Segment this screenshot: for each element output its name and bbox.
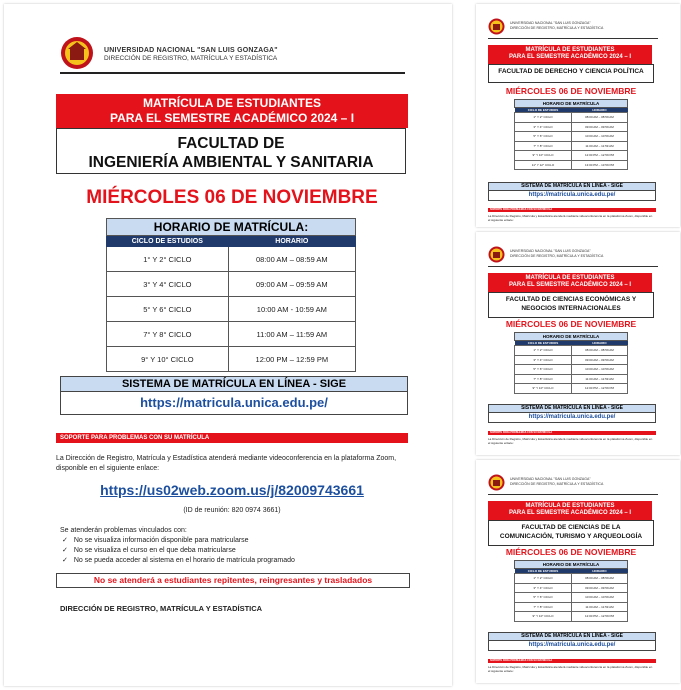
- column-header-cycle: CICLO DE ESTUDIOS: [107, 237, 229, 247]
- table-row: [515, 365, 628, 375]
- table-row: [107, 347, 356, 372]
- table-row: [515, 574, 628, 584]
- faculty-line-2: COMUNICACIÓN, TURISMO Y ARQUEOLOGÍA: [499, 533, 643, 540]
- column-header-time: HORARIO: [571, 108, 627, 113]
- cycle-cell: 11° Y 12° CICLO: [515, 160, 572, 170]
- cycle-cell: 5° Y 6° CICLO: [515, 132, 572, 142]
- banner-line-2: PARA EL SEMESTRE ACADÉMICO 2024 – I: [109, 111, 355, 125]
- support-bar: SOPORTE PARA PROBLEMAS CON SU MATRÍCULA: [488, 208, 656, 212]
- time-cell: 08:00 AM – 08:59 AM: [571, 113, 627, 123]
- table-row: [515, 151, 628, 161]
- table-row: [515, 160, 628, 170]
- time-cell: 11:00 AM – 11:59 AM: [571, 141, 627, 151]
- university-name: UNIVERSIDAD NACIONAL "SAN LUIS GONZAGA": [104, 47, 278, 54]
- table-row: [107, 272, 356, 297]
- office-name: DIRECCIÓN DE REGISTRO, MATRÍCULA Y ESTADÍSTICA: [510, 481, 604, 486]
- time-cell: 11:00 AM – 11:59 AM: [228, 322, 355, 347]
- banner-line-1: MATRÍCULA DE ESTUDIANTES: [143, 96, 321, 110]
- university-logo: [488, 246, 505, 263]
- cycle-cell: 9° Y 10° CICLO: [515, 384, 572, 394]
- thumb-header: [488, 18, 668, 36]
- banner-line-1: MATRÍCULA DE ESTUDIANTES: [525, 47, 615, 53]
- table-row: [515, 346, 628, 356]
- cycle-cell: 1° Y 2° CICLO: [515, 574, 572, 584]
- office-name: DIRECCIÓN DE REGISTRO, MATRÍCULA Y ESTADÍSTICA: [510, 253, 604, 258]
- column-header-time: HORARIO: [571, 341, 627, 346]
- support-text: La Dirección de Registro, Matrícula y Estadística atenderá mediante videoconferencia en la plataforma Zoom, disponible en el siguiente enlace:: [488, 437, 653, 445]
- table-row: [107, 322, 356, 347]
- cycle-cell: 3° Y 4° CICLO: [515, 355, 572, 365]
- problems-intro: Se atenderán problemas vinculados con:: [60, 527, 187, 534]
- sige-title: SISTEMA DE MATRÍCULA EN LÍNEA - SIGE: [488, 632, 656, 641]
- sige-title: SISTEMA DE MATRÍCULA EN LÍNEA - SIGE: [488, 404, 656, 413]
- thumbnail-page-2[interactable]: [476, 232, 680, 455]
- time-cell: 10:00 AM – 10:59 AM: [571, 132, 627, 142]
- header-divider: [60, 72, 405, 74]
- support-bar: SOPORTE PARA PROBLEMAS CON SU MATRÍCULA: [488, 659, 656, 663]
- banner-line-2: PARA EL SEMESTRE ACADÉMICO 2024 – I: [508, 510, 632, 516]
- cycle-cell: 5° Y 6° CICLO: [515, 365, 572, 375]
- time-cell: 09:00 AM – 09:59 AM: [571, 355, 627, 365]
- enrollment-banner: [56, 94, 408, 128]
- document-header: [60, 36, 410, 76]
- column-header-time: HORARIO: [228, 237, 355, 247]
- sige-title: SISTEMA DE MATRÍCULA EN LÍNEA - SIGE: [60, 376, 408, 392]
- thumb-header: [488, 246, 668, 264]
- schedule-title: HORARIO DE MATRÍCULA: [514, 332, 628, 341]
- column-header-cycle: CICLO DE ESTUDIOS: [515, 108, 572, 113]
- banner-line-2: PARA EL SEMESTRE ACADÉMICO 2024 – I: [508, 282, 632, 288]
- time-cell: 10:00 AM – 10:59 AM: [571, 365, 627, 375]
- table-row: [107, 247, 356, 272]
- schedule-title: HORARIO DE MATRÍCULA: [514, 99, 628, 108]
- university-name: UNIVERSIDAD NACIONAL "SAN LUIS GONZAGA": [510, 477, 591, 481]
- support-text: La Dirección de Registro, Matrícula y Estadística atenderá mediante videoconferencia en la plataforma Zoom, disponible en el siguiente enlace:: [488, 214, 653, 222]
- warning-box: No se atenderá a estudiantes repitentes, reingresantes y trasladados: [56, 573, 410, 588]
- header-divider: [488, 266, 658, 267]
- table-row: [515, 122, 628, 132]
- sige-link[interactable]: https://matricula.unica.edu.pe/: [488, 412, 656, 423]
- sige-title: SISTEMA DE MATRÍCULA EN LÍNEA - SIGE: [488, 182, 656, 191]
- main-document-page: [4, 4, 452, 686]
- table-row: [515, 113, 628, 123]
- support-bar: SOPORTE PARA PROBLEMAS CON SU MATRÍCULA: [56, 433, 408, 443]
- cycle-cell: 7° Y 8° CICLO: [515, 602, 572, 612]
- list-item: ✓ No se visualiza información disponible para matricularse: [74, 536, 400, 546]
- time-cell: 12:00 PM – 12:59 PM: [228, 347, 355, 372]
- thumbnail-page-1[interactable]: [476, 4, 680, 227]
- cycle-cell: 3° Y 4° CICLO: [107, 272, 229, 297]
- table-row: [515, 593, 628, 603]
- cycle-cell: 1° Y 2° CICLO: [515, 113, 572, 123]
- cycle-cell: 1° Y 2° CICLO: [515, 346, 572, 356]
- office-name: DIRECCIÓN DE REGISTRO, MATRÍCULA Y ESTADÍSTICA: [104, 55, 278, 62]
- schedule-title: HORARIO DE MATRÍCULA: [514, 560, 628, 569]
- table-row: [515, 583, 628, 593]
- thumb-header: [488, 474, 668, 492]
- cycle-cell: 7° Y 8° CICLO: [515, 141, 572, 151]
- table-row: [107, 297, 356, 322]
- column-header-time: HORARIO: [571, 569, 627, 574]
- table-row: [515, 132, 628, 142]
- table-row: [515, 612, 628, 622]
- university-logo: [60, 36, 94, 70]
- schedule-table: [106, 218, 356, 372]
- cycle-cell: 7° Y 8° CICLO: [107, 322, 229, 347]
- time-cell: 09:00 AM – 09:59 AM: [571, 583, 627, 593]
- cycle-cell: 3° Y 4° CICLO: [515, 122, 572, 132]
- enrollment-date: MIÉRCOLES 06 DE NOVIEMBRE: [505, 319, 637, 329]
- time-cell: 10:00 AM – 10:59 AM: [571, 593, 627, 603]
- time-cell: 08:00 AM – 08:59 AM: [571, 346, 627, 356]
- cycle-cell: 9° Y 10° CICLO: [515, 151, 572, 161]
- column-header-cycle: CICLO DE ESTUDIOS: [515, 569, 572, 574]
- time-cell: 11:00 AM – 11:59 AM: [571, 602, 627, 612]
- enrollment-date: MIÉRCOLES 06 DE NOVIEMBRE: [505, 86, 637, 96]
- schedule-title: HORARIO DE MATRÍCULA:: [106, 218, 356, 236]
- faculty-line-1: FACULTAD DE CIENCIAS DE LA: [521, 524, 621, 531]
- enrollment-date: MIÉRCOLES 06 DE NOVIEMBRE: [86, 187, 378, 208]
- list-item: ✓ No se pueda acceder al sistema en el horario de matrícula programado: [74, 556, 400, 566]
- problems-list: [60, 526, 400, 566]
- column-header-cycle: CICLO DE ESTUDIOS: [515, 341, 572, 346]
- enrollment-banner: [488, 45, 652, 65]
- cycle-cell: 9° Y 10° CICLO: [515, 612, 572, 622]
- support-text: La Dirección de Registro, Matrícula y Estadística atenderá mediante videoconferencia en la plataforma Zoom, disponible en el siguiente enlace:: [56, 455, 397, 472]
- zoom-link[interactable]: https://us02web.zoom.us/j/82009743661: [100, 482, 364, 498]
- support-bar: SOPORTE PARA PROBLEMAS CON SU MATRÍCULA: [488, 431, 656, 435]
- cycle-cell: 7° Y 8° CICLO: [515, 374, 572, 384]
- university-name: UNIVERSIDAD NACIONAL "SAN LUIS GONZAGA": [510, 21, 591, 25]
- cycle-cell: 5° Y 6° CICLO: [515, 593, 572, 603]
- meeting-id: (ID de reunión: 820 0974 3661): [183, 507, 281, 514]
- university-logo: [488, 474, 505, 491]
- banner-line-1: MATRÍCULA DE ESTUDIANTES: [525, 503, 615, 509]
- faculty-line-1: FACULTAD DE CIENCIAS ECONÓMICAS Y: [505, 296, 637, 303]
- cycle-cell: 1° Y 2° CICLO: [107, 247, 229, 272]
- schedule-table: [514, 99, 628, 170]
- cycle-cell: 3° Y 4° CICLO: [515, 583, 572, 593]
- faculty-line-1: FACULTAD DE: [177, 135, 285, 152]
- time-cell: 10:00 AM - 10:59 AM: [228, 297, 355, 322]
- time-cell: 08:00 AM – 08:59 AM: [228, 247, 355, 272]
- table-row: [515, 384, 628, 394]
- header-divider: [488, 38, 658, 39]
- table-row: [515, 602, 628, 612]
- faculty-box: [488, 520, 654, 546]
- university-name: UNIVERSIDAD NACIONAL "SAN LUIS GONZAGA": [510, 249, 591, 253]
- sige-link[interactable]: https://matricula.unica.edu.pe/: [60, 391, 408, 415]
- enrollment-date: MIÉRCOLES 06 DE NOVIEMBRE: [505, 547, 637, 557]
- thumbnail-page-3[interactable]: [476, 460, 680, 683]
- enrollment-banner: [488, 501, 652, 521]
- university-logo: [488, 18, 505, 35]
- cycle-cell: 5° Y 6° CICLO: [107, 297, 229, 322]
- time-cell: 13:00 PM – 13:59 PM: [571, 160, 627, 170]
- sige-link[interactable]: https://matricula.unica.edu.pe/: [488, 190, 656, 201]
- footer-signature: DIRECCIÓN DE REGISTRO, MATRÍCULA Y ESTADÍSTICA: [60, 604, 263, 613]
- time-cell: 12:00 PM – 12:59 PM: [571, 384, 627, 394]
- office-name: DIRECCIÓN DE REGISTRO, MATRÍCULA Y ESTADÍSTICA: [510, 25, 604, 30]
- schedule-table: [514, 560, 628, 622]
- faculty-box: FACULTAD DE DERECHO Y CIENCIA POLÍTICA: [488, 64, 654, 83]
- faculty-box: [56, 128, 406, 174]
- table-row: [515, 355, 628, 365]
- cycle-cell: 9° Y 10° CICLO: [107, 347, 229, 372]
- enrollment-banner: [488, 273, 652, 293]
- support-text: La Dirección de Registro, Matrícula y Estadística atenderá mediante videoconferencia en la plataforma Zoom, disponible en el siguiente enlace:: [488, 665, 653, 673]
- time-cell: 09:00 AM – 09:59 AM: [228, 272, 355, 297]
- list-item: ✓ No se visualiza el curso en el que deba matricularse: [74, 546, 400, 556]
- faculty-line-2: NEGOCIOS INTERNACIONALES: [521, 305, 621, 312]
- faculty-box: [488, 292, 654, 318]
- time-cell: 08:00 AM – 08:59 AM: [571, 574, 627, 584]
- time-cell: 12:00 PM – 12:59 PM: [571, 612, 627, 622]
- table-row: [515, 374, 628, 384]
- faculty-line-2: INGENIERÍA AMBIENTAL Y SANITARIA: [88, 154, 374, 171]
- header-divider: [488, 494, 658, 495]
- banner-line-1: MATRÍCULA DE ESTUDIANTES: [525, 275, 615, 281]
- banner-line-2: PARA EL SEMESTRE ACADÉMICO 2024 – I: [508, 54, 632, 60]
- table-row: [515, 141, 628, 151]
- time-cell: 12:00 PM – 12:59 PM: [571, 151, 627, 161]
- schedule-table: [514, 332, 628, 394]
- time-cell: 11:00 AM – 11:59 AM: [571, 374, 627, 384]
- sige-link[interactable]: https://matricula.unica.edu.pe/: [488, 640, 656, 651]
- time-cell: 09:00 AM – 09:59 AM: [571, 122, 627, 132]
